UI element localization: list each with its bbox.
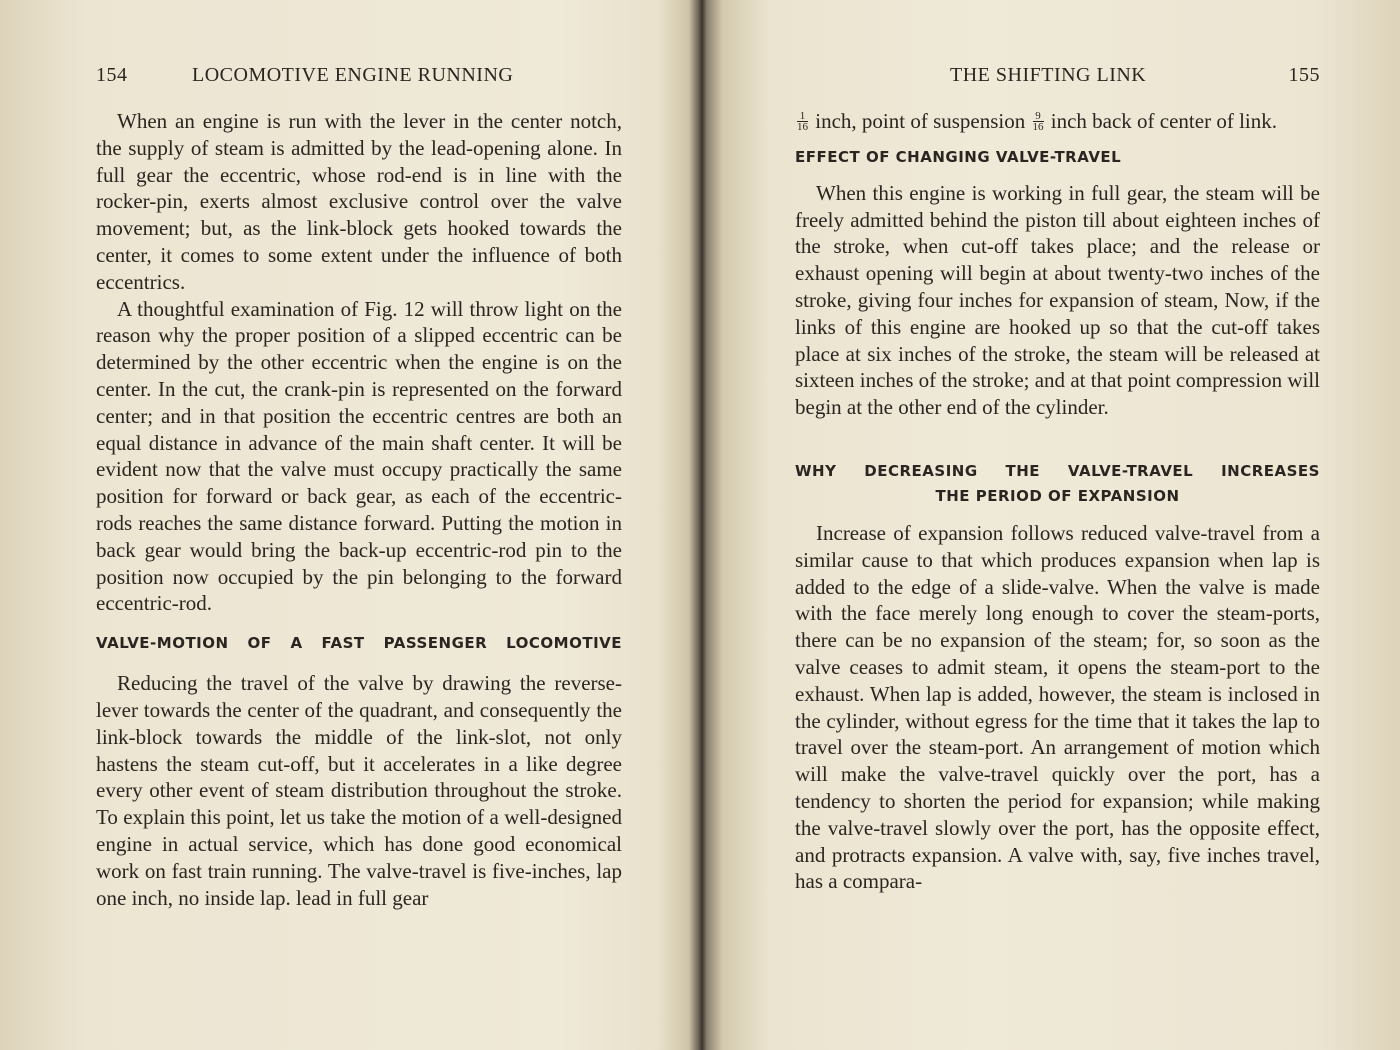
fraction-denominator: 16 bbox=[1032, 120, 1044, 133]
right-page-body bbox=[795, 108, 1320, 895]
heading-2-line-1: WHY DECREASING THE VALVE-TRAVEL INCREASES bbox=[795, 461, 1320, 480]
fraction-numerator: 9 bbox=[1033, 111, 1044, 122]
left-page-number: 154 bbox=[96, 64, 128, 86]
left-paragraph-2: A thoughtful examination of Fig. 12 will throw light on the reason why the proper position of a slipped eccentric can be determined by the other eccentric when the engine is on the center. In the cut, the crank-pin is represented on the forward center; and in that position the eccentric centres are both an equal distance in advance of the main shaft center. It will be evident now that the valve must occupy practically the same position for forward or back gear, as each of the eccentric-rods reaches the same distance forward. Putting the motion in back gear would bring the back-up eccentric-rod pin to the position now occupied by the pin belonging to the forward eccentric-rod. bbox=[96, 296, 622, 616]
right-paragraph-2: Increase of expansion follows reduced valve-travel from a similar cause to that which produces expansion when lap is added to the edge of a slide-valve. When the valve is made with the face merely long enough to cover the steam-ports, there can be no expansion of the steam; for, so soon as the valve ceases to admit steam, it opens the steam-port to the exhaust. When lap is added, however, the steam is inclosed in the cylinder, without egress for the time that it takes the lap to travel over the steam-port. An arrangement of motion which will make the valve-travel quickly over the port, has a tendency to shorten the period for expansion; while making the valve-travel slowly over the port, has the opposite effect, and protracts expansion. A valve with, say, five inches travel, has a compara- bbox=[795, 520, 1320, 894]
left-section-paragraph: Reducing the travel of the valve by drawing the reverse-lever towards the center of the quadrant, and consequently the link-block towards the middle of the link-slot, not only hastens the steam cut-off, but it accelerates in a like degree every other event of steam distribution throughout the stroke. To explain this point, let us take the motion of a well-designed engine in actual service, which has done good economical work on fast train running. The valve-travel is five-inches, lap one inch, no inside lap. lead in full gear bbox=[96, 671, 622, 910]
right-running-head: THE SHIFTING LINK bbox=[950, 64, 1147, 86]
continuation-text-2: inch back of center of link. bbox=[1050, 109, 1277, 133]
left-page-header bbox=[96, 64, 622, 90]
fraction-numerator: 1 bbox=[797, 111, 808, 122]
left-paragraph-1: When an engine is run with the lever in the center notch, the supply of steam is admitted by the lead-opening alone. In full gear the eccentric, whose rod-end is in line with the rocker-pin, exerts almost exclusive control over the valve movement; but, as the link-block gets hooked towards the center, it comes to some extent under the influence of both eccentrics. bbox=[96, 109, 622, 294]
continuation-text-1: inch, point of suspension bbox=[815, 109, 1026, 133]
right-page bbox=[795, 0, 1320, 1050]
fraction-one-sixteenth bbox=[797, 111, 808, 132]
right-paragraph-1: When this engine is working in full gear, the steam will be freely admitted behind the piston till about eighteen inches of the stroke, when cut-off takes place; and the release or exhaust opening will begin at about twenty-two inches of the stroke, giving four inches for expansion of steam, Now, if the links of this engine are hooked up so that the cut-off takes place at six inches of the stroke, the steam will be released at sixteen inches of the stroke; and at that point compression will begin at the other end of the cylinder. bbox=[795, 180, 1320, 420]
left-running-head: LOCOMOTIVE ENGINE RUNNING bbox=[192, 64, 514, 86]
heading-2-line-2: THE PERIOD OF EXPANSION bbox=[935, 486, 1180, 505]
left-page bbox=[96, 0, 622, 1050]
right-section-heading-2 bbox=[795, 459, 1320, 509]
left-section-heading: VALVE-MOTION OF A FAST PASSENGER LOCOMOTIVE bbox=[96, 634, 622, 653]
right-continuation-paragraph bbox=[795, 108, 1320, 135]
left-page-body bbox=[96, 108, 622, 911]
right-page-header bbox=[795, 64, 1320, 90]
right-page-number: 155 bbox=[1288, 64, 1320, 86]
fraction-denominator: 16 bbox=[797, 120, 808, 133]
fraction-nine-sixteenths bbox=[1033, 111, 1044, 132]
right-section-heading-1: EFFECT OF CHANGING VALVE-TRAVEL bbox=[795, 147, 1122, 166]
